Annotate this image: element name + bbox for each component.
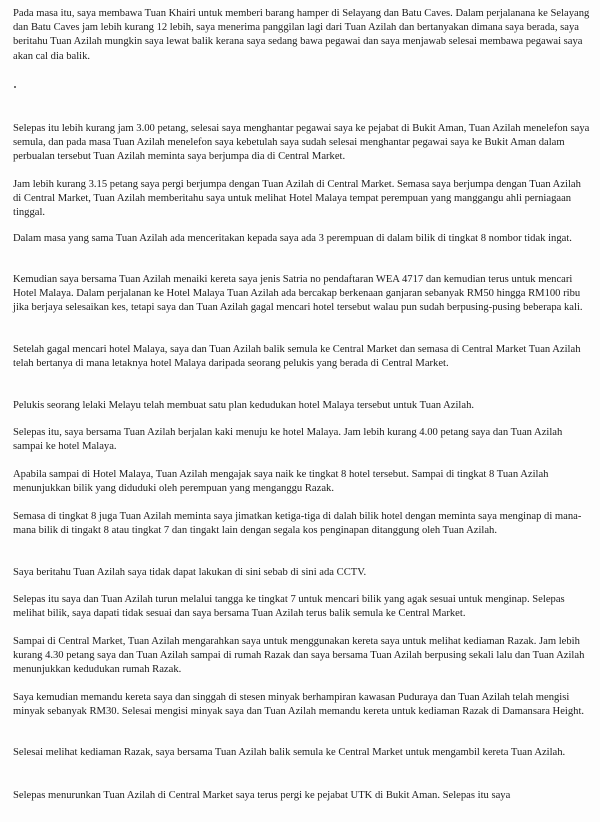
paragraph-10: Semasa di tingkat 8 juga Tuan Azilah meminta saya jimatkan ketiga-tiga di dalah bilik hotel dengan meminta saya menginap di mana-mana bilik di tingakt 8 atau tingkat 7 dan tingakt lain dengan segala kos penginapan ditanggung oleh Tuan Azilah. bbox=[13, 511, 582, 537]
paragraph-6: Setelah gagal mencari hotel Malaya, saya dan Tuan Azilah balik semula ke Central Market dan semasa di Central Market Tuan Azilah telah bertanya di mana letaknya hotel Malaya daripada seorang pelukis yang berada di Central Market. bbox=[13, 344, 581, 370]
paragraph-15: Selesai melihat kediaman Razak, saya bersama Tuan Azilah balik semula ke Central Market untuk mengambil kereta Tuan Azilah. bbox=[13, 747, 566, 758]
paragraph-2: Selepas itu lebih kurang jam 3.00 petang, selesai saya menghantar pegawai saya ke pejabat di Bukit Aman, Tuan Azilah menelefon saya semula, dan pada masa Tuan Azilah menelefon saya kebetulah saya sudah selesai menghantar pegawai saya ke Bukit Aman dalam perbualan tersebut Tuan Azilah meminta saya berjumpa dia di Central Market. bbox=[13, 123, 590, 163]
paragraph-4: Dalam masa yang sama Tuan Azilah ada menceritakan kepada saya ada 3 perempuan di dalam bilik di tingkat 8 nombor tidak ingat. bbox=[13, 233, 572, 244]
paragraph-7: Pelukis seorang lelaki Melayu telah membuat satu plan kedudukan hotel Malaya tersebut untuk Tuan Azilah. bbox=[13, 400, 475, 411]
paragraph-1: Pada masa itu, saya membawa Tuan Khairi untuk memberi barang hamper di Selayang dan Batu Caves. Dalam perjalanana ke Selayang dan Batu Caves jam lebih kurang 12 lebih, saya menerima panggilan lagi dari Tuan Azilah dan bertanyakan dimana saya berada, saya beritahu Tuan Azilah mungkin saya lewat balik kerana saya sedang bawa pegawai dan saya menjawab selesai membawa pegawai saya akan cal dia balik. bbox=[13, 8, 590, 62]
paragraph-3: Jam lebih kurang 3.15 petang saya pergi berjumpa dengan Tuan Azilah di Central Market. Semasa saya berjumpa dengan Tuan Azilah di Central Market, Tuan Azilah memberitahu saya untuk melihat Hotel Malaya tempat perempuan yang manggangu ahli perniagaan tinggal. bbox=[13, 179, 581, 219]
paragraph-11: Saya beritahu Tuan Azilah saya tidak dapat lakukan di sini sebab di sini ada CCTV. bbox=[13, 567, 367, 578]
paragraph-5: Kemudian saya bersama Tuan Azilah menaiki kereta saya jenis Satria no pendaftaran WEA 4717 dan kemudian terus untuk mencari Hotel Malaya. Dalam perjalanan ke Hotel Malaya Tuan Azilah ada bercakap berkenaan ganjaran sebanyak RM50 hingga RM100 ribu jika berjaya selesaikan kes, tetapi saya dan Tuan Azilah gagal mencari hotel tersebut walau pun sudah berpusing-pusing beberapa kali. bbox=[13, 274, 583, 314]
paragraph-9: Apabila sampai di Hotel Malaya, Tuan Azilah mengajak saya naik ke tingkat 8 hotel tersebut. Sampai di tingkat 8 Tuan Azilah menunjukkan bilik yang diduduki oleh perempuan yang menganggu Razak. bbox=[13, 469, 549, 495]
paragraph-12: Selepas itu saya dan Tuan Azilah turun melalui tangga ke tingkat 7 untuk mencari bilik yang agak sesuai untuk menginap. Selepas melihat bilik, saya dapati tidak sesuai dan saya bersama Tuan Azilah terus balik semula ke Central Market. bbox=[13, 594, 565, 620]
paragraph-16: Selepas menurunkan Tuan Azilah di Central Market saya terus pergi ke pejabat UTK di Bukit Aman. Selepas itu saya bbox=[13, 790, 511, 801]
stray-dot-mark bbox=[14, 86, 16, 88]
paragraph-14: Saya kemudian memandu kereta saya dan singgah di stesen minyak berhampiran kawasan Puduraya dan Tuan Azilah telah mengisi minyak sebanyak RM30. Selesai mengisi minyak saya dan Tuan Azilah memandu kereta untuk kediaman Razak di Damansara Height. bbox=[13, 692, 585, 718]
paragraph-8: Selepas itu, saya bersama Tuan Azilah berjalan kaki menuju ke hotel Malaya. Jam lebih kurang 4.00 petang saya dan Tuan Azilah sampai ke hotel Malaya. bbox=[13, 427, 563, 453]
paragraph-13: Sampai di Central Market, Tuan Azilah mengarahkan saya untuk menggunakan kereta saya untuk melihat kediaman Razak. Jam lebih kurang 4.30 petang saya dan Tuan Azilah sampai di rumah Razak dan saya bersama Tuan Azilah berpusing sekali lalu dan Tuan Azilah menunjukkan kedudukan rumah Razak. bbox=[13, 636, 585, 676]
